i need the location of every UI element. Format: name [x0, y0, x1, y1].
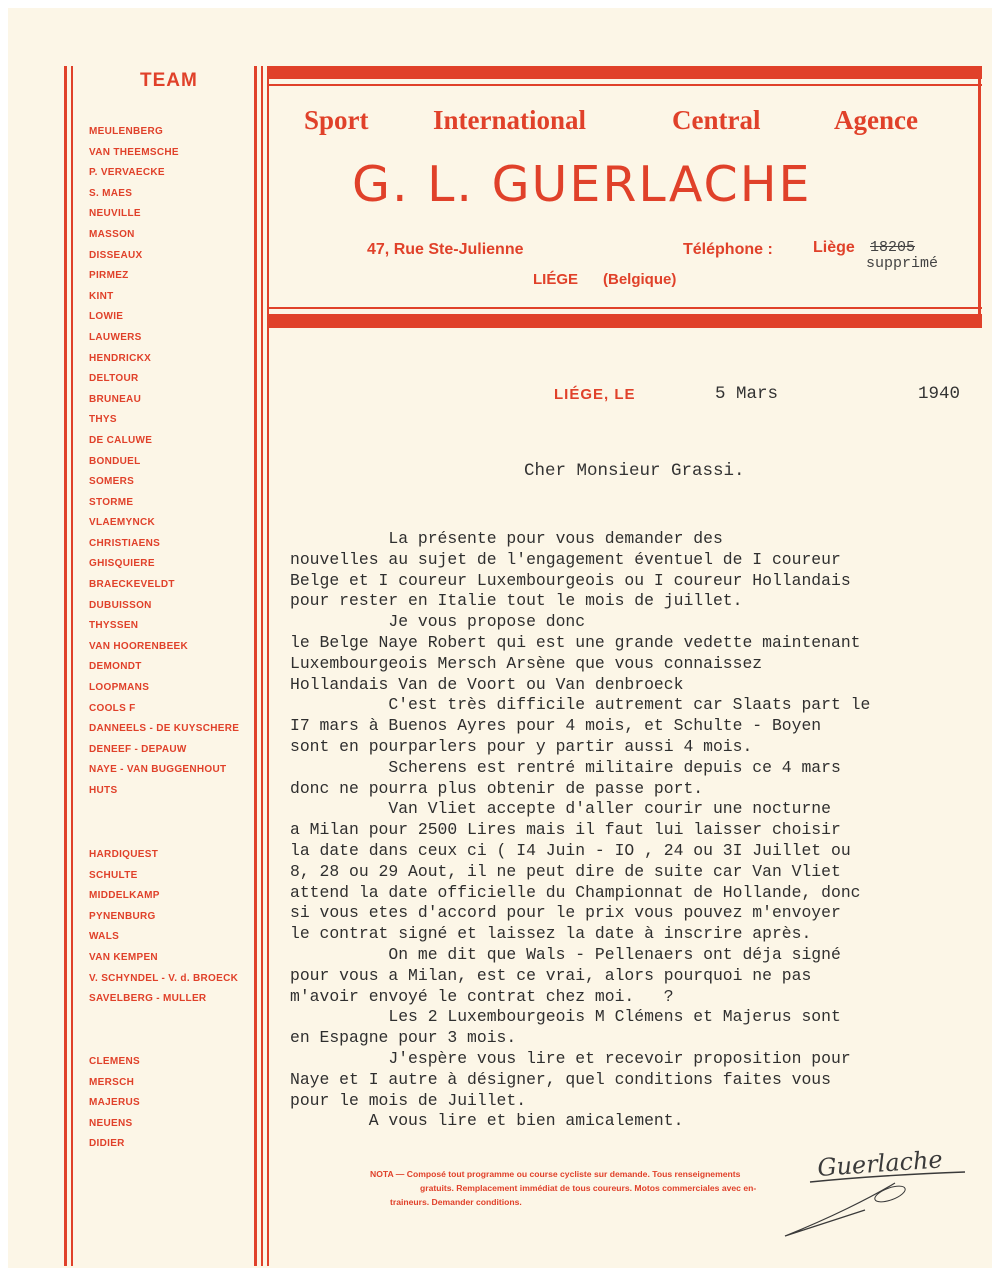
team-rider: DIDIER: [89, 1138, 125, 1150]
letter-line: On me dit que Wals - Pellenaers ont déja signé: [290, 944, 841, 964]
place-label: LIÉGE, LE: [554, 386, 636, 403]
team-rider: BRAECKEVELDT: [89, 579, 175, 591]
team-rider: THYS: [89, 414, 117, 426]
team-rider: SAVELBERG - MULLER: [89, 993, 207, 1005]
letter-line: La présente pour vous demander des: [290, 529, 723, 548]
team-list: [89, 122, 239, 802]
team-rider: WALS: [89, 931, 120, 943]
team-rider: COOLS F: [89, 702, 136, 714]
team-rider: LOWIE: [89, 311, 124, 323]
letter-year: 1940: [918, 384, 961, 404]
team-rider: SCHULTE: [89, 869, 138, 881]
letter-line: le Belge Naye Robert qui est une grande vedette maintenant: [290, 632, 861, 652]
team-rider: V. SCHYNDEL - V. d. BROECK: [89, 972, 239, 984]
letter-line: le contrat signé et laissez la date à inscrire après.: [290, 924, 812, 944]
team-rider: BRUNEAU: [89, 393, 142, 405]
street-address: 47, Rue Ste-Julienne: [367, 241, 524, 258]
header-top-bar: [269, 66, 982, 79]
phone-label: Téléphone :: [683, 241, 773, 258]
team-rider: VLAEMYNCK: [89, 517, 156, 529]
letter-line: en Espagne pour 3 mois.: [290, 1028, 517, 1048]
team-list-group-2: [89, 845, 238, 1010]
letter-line: Hollandais Van de Voort ou Van denbroeck: [290, 674, 684, 694]
team-rider: DE CALUWE: [89, 434, 153, 446]
header-top-thin-bar: [269, 84, 982, 86]
team-rider: DEMONDT: [89, 661, 142, 673]
country: (Belgique): [603, 271, 677, 288]
header-bottom-thin-bar: [269, 307, 982, 309]
divider-line: [267, 66, 269, 1266]
team-rider: NEUENS: [89, 1117, 133, 1129]
salutation: Cher Monsieur Grassi.: [524, 461, 745, 481]
team-rider: DISSEAUX: [89, 249, 143, 261]
header-right-line: [978, 66, 981, 328]
company-name: G. L. GUERLACHE: [352, 156, 812, 213]
letter-line: si vous etes d'accord pour le prix vous pouvez m'envoyer: [290, 903, 841, 923]
team-rider: CLEMENS: [89, 1056, 140, 1067]
letter-line: nouvelles au sujet de l'engagement éventuel de I coureur: [290, 549, 841, 569]
team-rider: VAN KEMPEN: [89, 951, 158, 963]
letter-line: attend la date officielle du Championnat de Hollande, donc: [290, 882, 861, 902]
letter-line: Luxembourgeois Mersch Arsène que vous connaissez: [290, 653, 763, 673]
letter-line: sont en pourparlers pour y partir aussi 4 mois.: [290, 736, 753, 756]
nota-line: NOTA — Composé tout programme ou course cycliste sur demande. Tous renseignements: [370, 1169, 741, 1179]
team-rider: HARDIQUEST: [89, 849, 159, 860]
team-rider: VAN HOORENBEEK: [89, 640, 189, 652]
letter-body: [290, 529, 870, 1132]
team-rider: SOMERS: [89, 476, 135, 488]
left-border-line: [64, 66, 67, 1266]
letter-line: donc ne pourra plus obtenir de passe port.: [290, 778, 704, 798]
team-rider: MEULENBERG: [89, 126, 164, 137]
signature: [770, 1138, 980, 1248]
team-rider: P. VERVAECKE: [89, 167, 165, 179]
team-rider: HUTS: [89, 785, 118, 796]
letter-line: Van Vliet accepte d'aller courir une nocturne: [290, 799, 831, 819]
signature-text: Guerlache: [816, 1145, 944, 1182]
team-rider: BONDUEL: [89, 455, 141, 467]
agency-word-international: International: [433, 105, 587, 135]
team-rider: PYNENBURG: [89, 910, 156, 922]
divider-line: [254, 66, 257, 1266]
team-rider: LAUWERS: [89, 331, 142, 343]
team-title: TEAM: [140, 70, 198, 91]
letter-line: Belge et I coureur Luxembourgeois ou I coureur Hollandais: [290, 570, 851, 590]
letter-line: pour vous a Milan, est ce vrai, alors pourquoi ne pas: [290, 965, 812, 985]
team-rider: DENEEF - DEPAUW: [89, 743, 187, 755]
team-rider: DUBUISSON: [89, 599, 152, 611]
agency-word-agence: Agence: [834, 105, 918, 135]
divider-line: [261, 66, 263, 1266]
letter-line: I7 mars à Buenos Ayres pour 4 mois, et Schulte - Boyen: [290, 716, 822, 736]
team-rider: THYSSEN: [89, 620, 139, 632]
nota-line: gratuits. Remplacement immédiat de tous coureurs. Motos commerciales avec en-: [420, 1183, 757, 1193]
team-rider: MAJERUS: [89, 1097, 140, 1109]
team-rider: DELTOUR: [89, 373, 139, 385]
team-rider: STORME: [89, 496, 134, 508]
letter-line: pour rester en Italie tout le mois de juillet.: [290, 591, 743, 611]
agency-word-sport: Sport: [304, 105, 369, 135]
team-rider: MASSON: [89, 228, 135, 240]
letter-line: 8, 28 ou 29 Aout, il ne peut dire de suite car Van Vliet: [290, 861, 841, 881]
letter-date: 5 Mars: [715, 384, 779, 404]
letter-line: m'avoir envoyé le contrat chez moi. ?: [290, 986, 674, 1006]
letter-line: J'espère vous lire et recevoir proposition pour: [290, 1048, 851, 1068]
team-rider: LOOPMANS: [89, 682, 150, 694]
nota-line: traineurs. Demander conditions.: [390, 1197, 522, 1207]
letter-line: Les 2 Luxembourgeois M Clémens et Majerus sont: [290, 1007, 841, 1027]
signature-flourish: [785, 1183, 895, 1236]
header-bottom-bar: [269, 314, 982, 328]
city: LIÉGE: [533, 271, 579, 288]
team-rider: NAYE - VAN BUGGENHOUT: [89, 764, 227, 776]
nota-footer: [370, 1167, 756, 1209]
team-rider: S. MAES: [89, 187, 133, 199]
phone-city: Liège: [813, 239, 855, 256]
letter-line: la date dans ceux ci ( I4 Juin - IO , 24 ou 3I Juillet ou: [290, 840, 851, 860]
letter-line: a Milan pour 2500 Lires mais il faut lui laisser choisir: [290, 820, 841, 840]
left-border-line: [71, 66, 73, 1266]
phone-number: 18205: [870, 239, 916, 256]
team-rider: GHISQUIERE: [89, 558, 155, 570]
team-rider: VAN THEEMSCHE: [89, 146, 179, 158]
letter-line: Scherens est rentré militaire depuis ce 4 mars: [290, 757, 841, 777]
team-rider: NEUVILLE: [89, 208, 141, 220]
phone-note: supprimé: [866, 255, 939, 272]
agency-word-central: Central: [672, 105, 761, 135]
team-rider: MERSCH: [89, 1076, 135, 1088]
team-rider: CHRISTIAENS: [89, 537, 161, 549]
team-rider: DANNEELS - DE KUYSCHERE: [89, 723, 240, 735]
letter-line: Naye et I autre à désigner, quel conditions faites vous: [290, 1069, 831, 1089]
team-rider: KINT: [89, 290, 114, 302]
letter-line: Je vous propose donc: [290, 612, 586, 632]
team-list-group-3: [89, 1052, 140, 1155]
team-rider: MIDDELKAMP: [89, 890, 160, 902]
letter-line: pour le mois de Juillet.: [290, 1090, 527, 1110]
letter-line: A vous lire et bien amicalement.: [290, 1111, 684, 1131]
team-rider: HENDRICKX: [89, 352, 152, 364]
team-rider: PIRMEZ: [89, 270, 129, 282]
letter-line: C'est très difficile autrement car Slaats part le: [290, 695, 871, 715]
